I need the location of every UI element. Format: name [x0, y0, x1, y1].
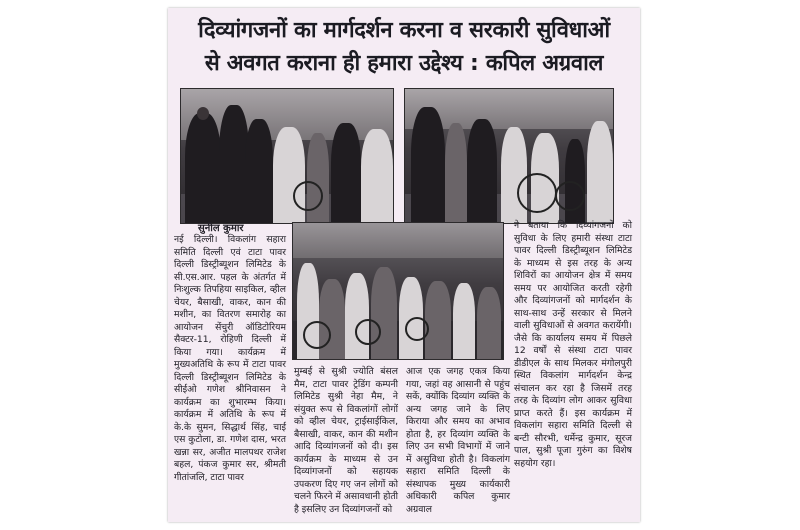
- article-column-4: ने बताया कि दिव्यांगजनों को सुविधा के लिए हमारी संस्था टाटा पावर दिल्ली डिस्ट्रीब्यूशन लिमिटेड के माध्यम से इस तरह के अन्य शिविरों का आयोजन क्षेत्र में समय समय पर आयोजित करती रहेगी और दिव्यांगजनों को मार्गदर्शन के साथ-साथ उन्हें सरकार से मिलने वाली सुविधाओं से अवगत करायेंगी। जैसे कि कार्यालय समय में पिछले 12 वर्षों से संस्था टाटा पावर डीडीएल के साथ मिलकर मंगोलपुरी स्थित विकलांग मार्गदर्शन केन्द्र संचालन कर रहा है जिसमें तरह तरह के दिव्यांग लोग आकर सुविधा प्राप्त करते हैं। इस कार्यक्रम में विकलांग सहारा समिति दिल्ली से बन्टी सौरभी, धर्मेन्द्र कुमार, सूरज पाल, सुश्री पूजा गुरुंग का विशेष सहयोग रहा।: [514, 220, 632, 469]
- byline: सुनील कुमार: [198, 223, 244, 234]
- article-column-3: आज एक जगह एकत्र किया गया, जहां वह आसानी से पहुंच सकें, क्योंकि दिव्यांग व्यक्ति के अन्य जगह जाने के लिए किराया और समय का अभाव होता है, हर दिव्यांग व्यक्ति के लिए उन सभी विभागों में जाने में असुविधा होती है। विकलांग सहारा समिति दिल्ली के संस्थापक मुख्य कार्यकारी अधिकारी कपिल कुमार अग्रवाल: [406, 366, 510, 515]
- photo-officials-wheelchair: [180, 88, 394, 224]
- newspaper-clipping: [168, 8, 640, 522]
- photo-officials-tricycle: [404, 88, 614, 224]
- article-column-2: मुम्बई से सुश्री ज्योति बंसल मैम, टाटा पावर ट्रेडिंग कम्पनी लिमिटेड सुश्री नेहा मैम, ने संयुक्त रूप से विकलांगों लोगों को व्हील चेयर, ट्राईसाईकिल, बैसाखी, वाकर, कान की मशीन आदि दिव्यांगजनों को दी। इस कार्यक्रम के माध्यम से उन दिव्यांगजनों को सहायक उपकरण दिए गए जन लोगों को चलने फिरने में असावधानी होती है इसलिए उन दिव्यांगजनों को: [294, 366, 398, 515]
- article-column-1: नई दिल्ली। विकलांग सहारा समिति दिल्ली एवं टाटा पावर दिल्ली डिस्ट्रीब्यूशन लिमिटेड के सी.एस.आर. पहल के अंतर्गत में निःशुल्क तिपहिया साइकिल, व्हील चेयर, बैसाखी, वाकर, कान की मशीन, का वितरण समारोह का आयोजन सेंचुरी ऑडिटोरियम सैक्टर-11, रोहिणी दिल्ली में किया गया। कार्यक्रम में मुख्यअतिथि के रूप में टाटा पावर दिल्ली डिस्ट्रीब्यूशन लिमिटेड के सीईओ गणेश श्रीनिवासन ने कार्यक्रम का शुभारम्भ किया। कार्यक्रम में अतिथि के रूप में के.के सुमन, सिद्धार्थ सिंह, चाई एस कुटोला, डा. गणेश दास, भरत खन्ना सर, अजीत मालपथर राजेश बहल, पंकज कुमार सर, श्रीमती गीतांजलि, टाटा पावर: [174, 234, 286, 483]
- headline-line-1: दिव्यांगजनों का मार्गदर्शन करना व सरकारी सुविधाओं: [198, 18, 610, 43]
- photo-beneficiaries-audience: [292, 222, 504, 360]
- headline-line-2: से अवगत कराना ही हमारा उद्देश्य : कपिल अग्रवाल: [204, 51, 604, 76]
